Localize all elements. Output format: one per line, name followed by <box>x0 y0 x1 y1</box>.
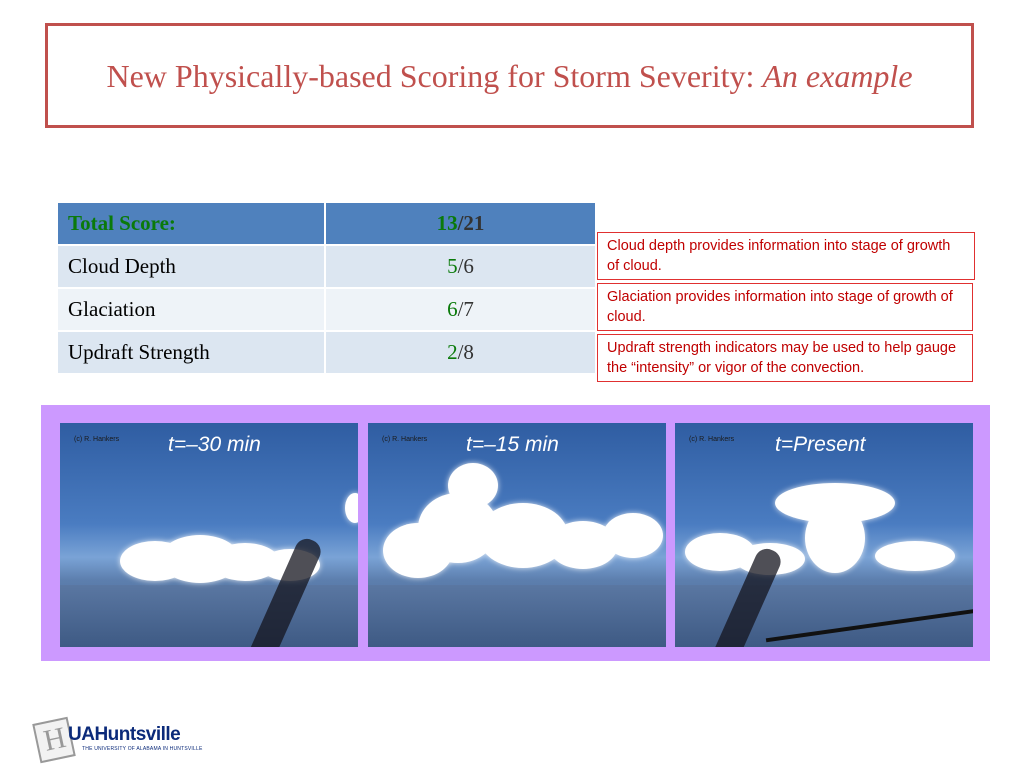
total-score-max: 21 <box>463 211 485 235</box>
row-score: 2 <box>447 340 458 364</box>
total-score-value <box>325 203 595 245</box>
table-row <box>58 288 595 331</box>
table-row <box>58 245 595 288</box>
uah-logo-name: UAHuntsville <box>68 724 181 745</box>
table-row <box>58 331 595 374</box>
photo-ground <box>60 585 358 647</box>
row-sep: / <box>457 340 464 364</box>
photo-caption: t=–15 min <box>466 433 559 456</box>
photo-credit: (c) R. Hankers <box>689 436 735 443</box>
uah-logo-letter: H <box>40 720 69 758</box>
row-value-cloud-depth <box>325 245 595 288</box>
row-sep: / <box>457 297 464 321</box>
row-max: 8 <box>463 340 474 364</box>
cloud-shape <box>345 493 358 523</box>
cloud-shape <box>603 513 663 558</box>
slide-title-main: New Physically-based Scoring for Storm Severity: <box>106 57 763 94</box>
photo-ground <box>368 585 666 647</box>
row-label-cloud-depth: Cloud Depth <box>58 245 325 288</box>
total-score-label: Total Score: <box>58 203 325 245</box>
note-glaciation: Glaciation provides information into stage of growth of cloud. <box>597 283 973 331</box>
cloud-shape <box>448 463 498 508</box>
row-score: 6 <box>447 297 458 321</box>
photo-caption: t=–30 min <box>168 433 261 456</box>
row-sep: / <box>457 254 464 278</box>
cloud-photo-t-present <box>675 423 973 647</box>
row-score: 5 <box>447 254 458 278</box>
cloud-shape <box>875 541 955 571</box>
total-score-sep: / <box>457 211 464 235</box>
uah-logo-subtitle: THE UNIVERSITY OF ALABAMA IN HUNTSVILLE <box>82 746 203 752</box>
row-label-updraft-strength: Updraft Strength <box>58 331 325 374</box>
cloud-shape <box>805 503 865 573</box>
total-score-number: 13 <box>436 211 458 235</box>
note-updraft-strength: Updraft strength indicators may be used to help gauge the “intensity” or vigor of the convection. <box>597 334 973 382</box>
uah-logo <box>36 716 206 760</box>
row-max: 7 <box>463 297 474 321</box>
photo-panel <box>41 405 990 661</box>
cloud-photo-t-minus-15 <box>368 423 666 647</box>
row-value-glaciation <box>325 288 595 331</box>
slide-title-italic: An example <box>762 57 913 94</box>
score-table <box>58 203 595 375</box>
note-cloud-depth: Cloud depth provides information into stage of growth of cloud. <box>597 232 975 280</box>
row-max: 6 <box>463 254 474 278</box>
row-label-glaciation: Glaciation <box>58 288 325 331</box>
cloud-photo-t-minus-30 <box>60 423 358 647</box>
slide-title-box <box>45 23 974 128</box>
score-table-header-row <box>58 203 595 245</box>
photo-credit: (c) R. Hankers <box>382 436 428 443</box>
row-value-updraft-strength <box>325 331 595 374</box>
photo-credit: (c) R. Hankers <box>74 436 120 443</box>
photo-caption: t=Present <box>775 433 866 456</box>
slide-title <box>106 56 912 96</box>
